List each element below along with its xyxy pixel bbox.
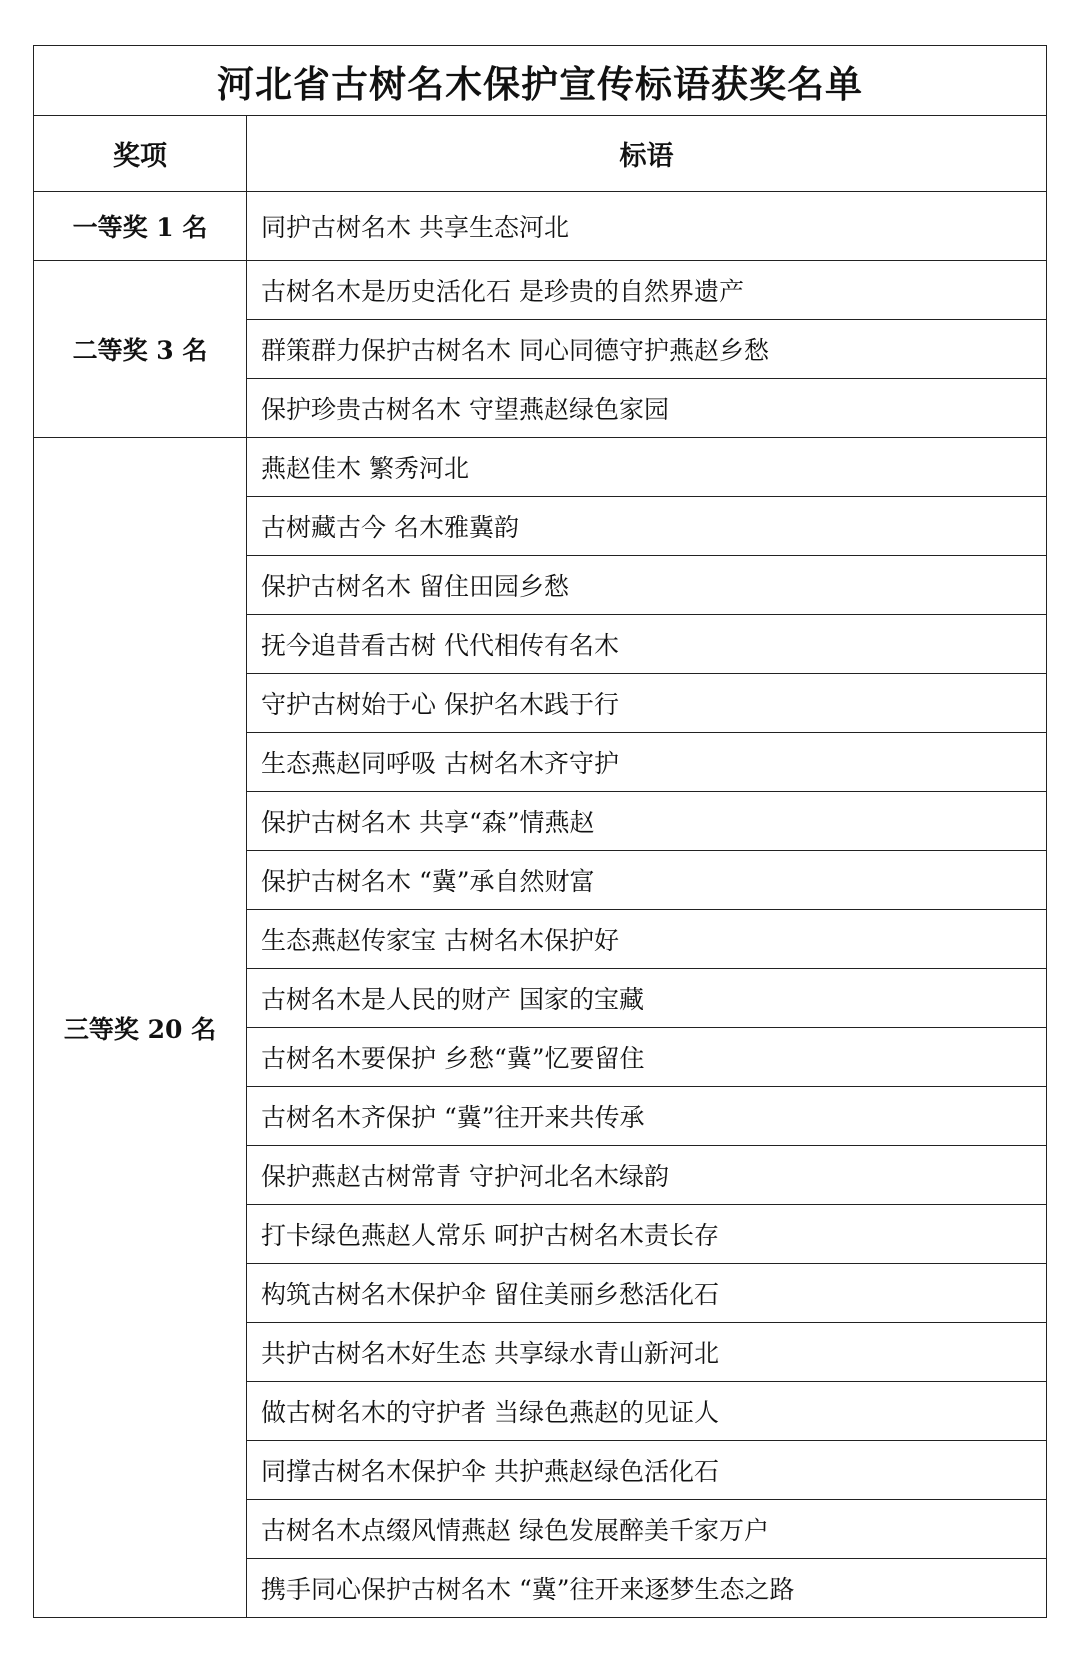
table-title: 河北省古树名木保护宣传标语获奖名单 <box>34 46 1047 116</box>
slogan-cell: 保护珍贵古树名木 守望燕赵绿色家园 <box>247 379 1047 438</box>
slogan-cell: 保护古树名木 共享“森”情燕赵 <box>247 792 1047 851</box>
slogan-cell: 抚今追昔看古树 代代相传有名木 <box>247 615 1047 674</box>
table-row <box>34 192 1047 261</box>
slogan-cell: 古树名木要保护 乡愁“冀”忆要留住 <box>247 1028 1047 1087</box>
award-third: 三等奖 20 名 <box>34 438 247 1618</box>
slogan-cell: 保护古树名木 “冀”承自然财富 <box>247 851 1047 910</box>
header-row <box>34 116 1047 192</box>
award-second: 二等奖 3 名 <box>34 261 247 438</box>
table-row <box>34 261 1047 320</box>
slogan-cell: 保护燕赵古树常青 守护河北名木绿韵 <box>247 1146 1047 1205</box>
slogan-cell: 古树名木是历史活化石 是珍贵的自然界遗产 <box>247 261 1047 320</box>
slogan-cell: 古树名木点缀风情燕赵 绿色发展醉美千家万户 <box>247 1500 1047 1559</box>
slogan-cell: 打卡绿色燕赵人常乐 呵护古树名木责长存 <box>247 1205 1047 1264</box>
awards-table <box>33 45 1047 1618</box>
slogan-cell: 同撑古树名木保护伞 共护燕赵绿色活化石 <box>247 1441 1047 1500</box>
slogan-cell: 做古树名木的守护者 当绿色燕赵的见证人 <box>247 1382 1047 1441</box>
slogan-cell: 生态燕赵同呼吸 古树名木齐守护 <box>247 733 1047 792</box>
slogan-cell: 古树名木是人民的财产 国家的宝藏 <box>247 969 1047 1028</box>
slogan-cell: 携手同心保护古树名木 “冀”往开来逐梦生态之路 <box>247 1559 1047 1618</box>
header-award: 奖项 <box>34 116 247 192</box>
slogan-cell: 构筑古树名木保护伞 留住美丽乡愁活化石 <box>247 1264 1047 1323</box>
slogan-cell: 生态燕赵传家宝 古树名木保护好 <box>247 910 1047 969</box>
slogan-cell: 燕赵佳木 繁秀河北 <box>247 438 1047 497</box>
award-first: 一等奖 1 名 <box>34 192 247 261</box>
slogan-cell: 古树名木齐保护 “冀”往开来共传承 <box>247 1087 1047 1146</box>
slogan-cell: 群策群力保护古树名木 同心同德守护燕赵乡愁 <box>247 320 1047 379</box>
slogan-cell: 保护古树名木 留住田园乡愁 <box>247 556 1047 615</box>
slogan-cell: 同护古树名木 共享生态河北 <box>247 192 1047 261</box>
slogan-cell: 守护古树始于心 保护名木践于行 <box>247 674 1047 733</box>
slogan-cell: 古树藏古今 名木雅冀韵 <box>247 497 1047 556</box>
table-row <box>34 438 1047 497</box>
slogan-cell: 共护古树名木好生态 共享绿水青山新河北 <box>247 1323 1047 1382</box>
header-slogan: 标语 <box>247 116 1047 192</box>
title-row <box>34 46 1047 116</box>
